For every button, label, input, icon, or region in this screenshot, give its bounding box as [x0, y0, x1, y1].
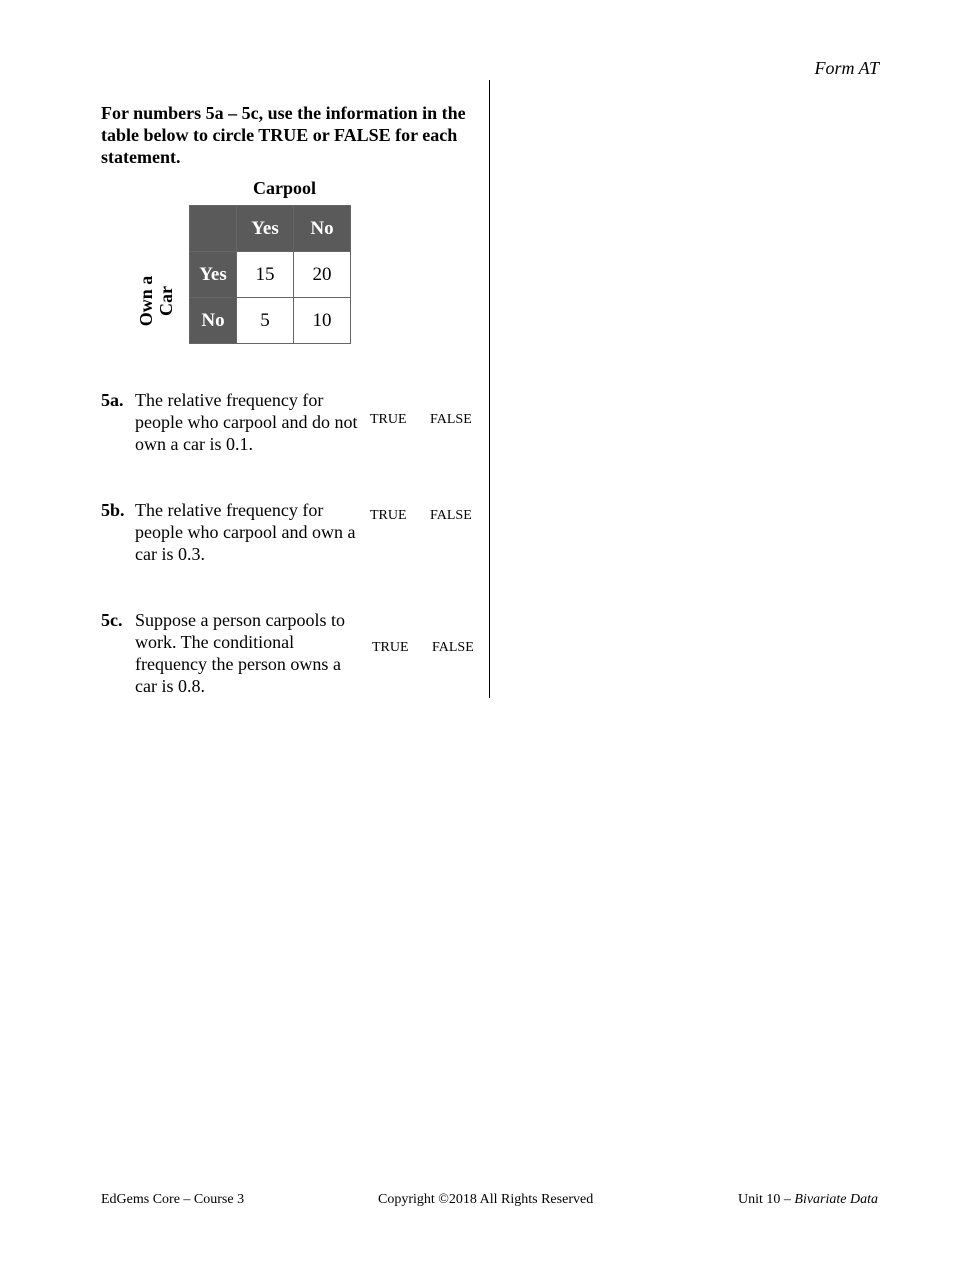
corner-cell: [190, 206, 237, 252]
footer-unit-title: Bivariate Data: [794, 1192, 878, 1207]
two-way-table: [189, 205, 351, 344]
question-text: The relative frequency for people who carpool and do not own a car is 0.1.: [135, 390, 358, 454]
question-number: 5b.: [101, 500, 125, 520]
question-5c: [101, 609, 366, 697]
question-number: 5c.: [101, 610, 123, 630]
table-row: [190, 252, 351, 298]
row-caption-line1: Own a: [136, 275, 156, 327]
question-5a: [101, 389, 366, 455]
false-option-5c[interactable]: FALSE: [432, 640, 474, 655]
footer-copyright: Copyright ©2018 All Rights Reserved: [378, 1192, 594, 1207]
table-row-caption: [136, 256, 176, 346]
false-option-5a[interactable]: FALSE: [430, 412, 472, 427]
question-text: The relative frequency for people who carpool and own a car is 0.3.: [135, 500, 356, 564]
table-row: [190, 298, 351, 344]
footer-unit-prefix: Unit 10 –: [738, 1192, 795, 1207]
table-header-row: [190, 206, 351, 252]
true-option-5c[interactable]: TRUE: [372, 640, 409, 655]
table-cell: 10: [294, 298, 351, 344]
instructions: For numbers 5a – 5c, use the information in the table below to circle TRUE or FALSE for each statement.: [101, 103, 466, 167]
col-header-no: No: [294, 206, 351, 252]
true-option-5b[interactable]: TRUE: [370, 508, 407, 523]
row-header-no: No: [190, 298, 237, 344]
table-cell: 15: [237, 252, 294, 298]
question-text: Suppose a person carpools to work. The conditional frequency the person owns a car is 0.8.: [135, 610, 345, 696]
row-caption-line2: Car: [156, 286, 176, 316]
form-label: Form AT: [814, 58, 879, 78]
col-header-yes: Yes: [237, 206, 294, 252]
column-divider: [489, 80, 490, 698]
question-5b: [101, 499, 366, 565]
false-option-5b[interactable]: FALSE: [430, 508, 472, 523]
table-column-caption: Carpool: [253, 178, 316, 198]
table-cell: 20: [294, 252, 351, 298]
footer-unit: [738, 1192, 878, 1208]
question-number: 5a.: [101, 390, 124, 410]
row-header-yes: Yes: [190, 252, 237, 298]
true-option-5a[interactable]: TRUE: [370, 412, 407, 427]
footer-course: EdGems Core – Course 3: [101, 1192, 245, 1207]
table-cell: 5: [237, 298, 294, 344]
